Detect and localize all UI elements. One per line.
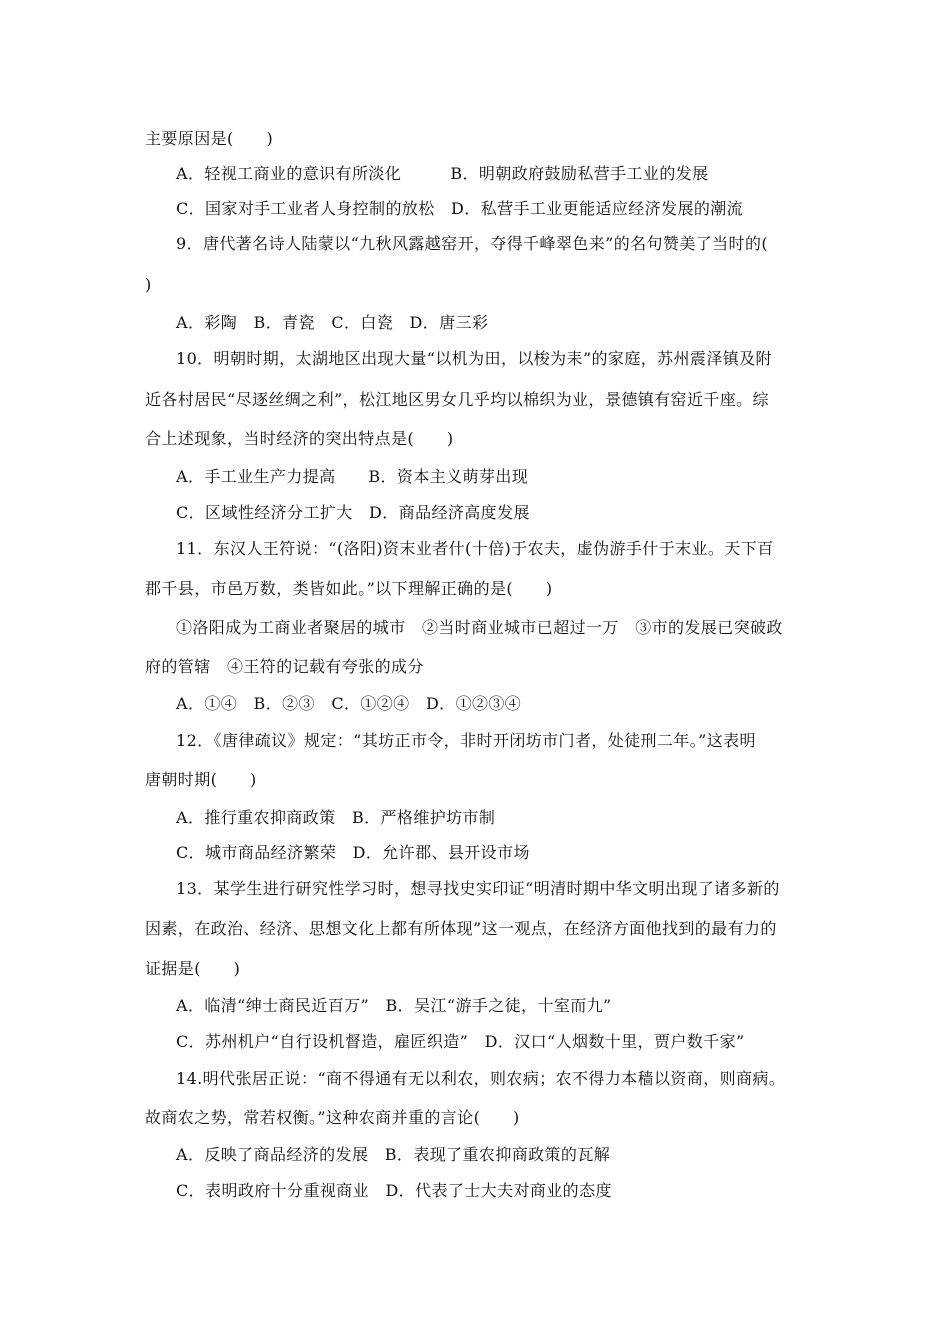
q8-options-cd: C．国家对手工业者人身控制的放松 D．私营手工业更能适应经济发展的潮流	[176, 199, 744, 218]
question-14-stem-2: 故商农之势，常若权衡。”这种农商并重的言论( )	[145, 1108, 520, 1127]
question-13-stem-3: 证据是( )	[145, 959, 241, 978]
q11-statements-2: 府的管辖 ④王符的记载有夸张的成分	[145, 657, 424, 676]
q11-options: A．①④ B．②③ C．①②④ D．①②③④	[176, 694, 522, 713]
question-11-stem-2: 郡千县，市邑万数，类皆如此。”以下理解正确的是( )	[145, 579, 553, 598]
q14-options-ab: A．反映了商品经济的发展 B．表现了重农抑商政策的瓦解	[176, 1145, 611, 1164]
question-11-stem: 11．东汉人王符说：“(洛阳)资末业者什(十倍)于农夫，虚伪游手什于末业。天下百	[176, 539, 774, 558]
question-9-stem-end: )	[145, 275, 152, 294]
question-14-stem: 14.明代张居正说：“商不得通有无以利农，则农病；农不得力本穑以资商，则商病。	[176, 1069, 786, 1088]
q10-options-ab: A．手工业生产力提高 B．资本主义萌芽出现	[176, 467, 529, 486]
q13-options-ab: A．临清“绅士商民近百万” B．吴江“游手之徒，十室而九”	[176, 996, 612, 1015]
question-9-stem: 9．唐代著名诗人陆蒙以“九秋风露越窑开，夺得千峰翠色来”的名句赞美了当时的(	[176, 234, 768, 253]
q9-options: A．彩陶 B．青瓷 C．白瓷 D．唐三彩	[176, 313, 489, 332]
q11-statements: ①洛阳成为工商业者聚居的城市 ②当时商业城市已超过一万 ③市的发展已突破政	[176, 618, 783, 637]
question-10-stem-3: 合上述现象，当时经济的突出特点是( )	[145, 429, 454, 448]
question-12-stem: 12．《唐律疏议》规定：“其坊正市令，非时开闭坊市门者，处徒刑二年。”这表明	[176, 731, 756, 750]
q10-options-cd: C．区域性经济分工扩大 D．商品经济高度发展	[176, 503, 530, 522]
q13-options-cd: C．苏州机户“自行设机督造，雇匠织造” D．汉口“人烟数十里，贾户数千家”	[176, 1032, 745, 1051]
q14-options-cd: C．表明政府十分重视商业 D．代表了士大夫对商业的态度	[176, 1181, 612, 1200]
q8-options-ab: A．轻视工商业的意识有所淡化 B．明朝政府鼓励私营手工业的发展	[176, 164, 709, 183]
question-10-stem-2: 近各村居民“尽逐丝绸之利”，松江地区男女几乎均以棉织为业，景德镇有窑近千座。综	[145, 390, 769, 409]
q12-options-ab: A．推行重农抑商政策 B．严格维护坊市制	[176, 808, 496, 827]
question-13-stem: 13．某学生进行研究性学习时，想寻找史实印证“明清时期中华文明出现了诸多新的	[176, 879, 780, 898]
question-13-stem-2: 因素，在政治、经济、思想文化上都有所体现”这一观点，在经济方面他找到的最有力的	[145, 919, 777, 938]
q12-options-cd: C．城市商品经济繁荣 D．允许郡、县开设市场	[176, 843, 530, 862]
question-10-stem: 10．明朝时期，太湖地区出现大量“以机为田，以梭为耒”的家庭，苏州震泽镇及附	[176, 349, 772, 368]
question-12-stem-2: 唐朝时期( )	[145, 770, 257, 789]
question-8-continuation: 主要原因是( )	[145, 129, 274, 148]
